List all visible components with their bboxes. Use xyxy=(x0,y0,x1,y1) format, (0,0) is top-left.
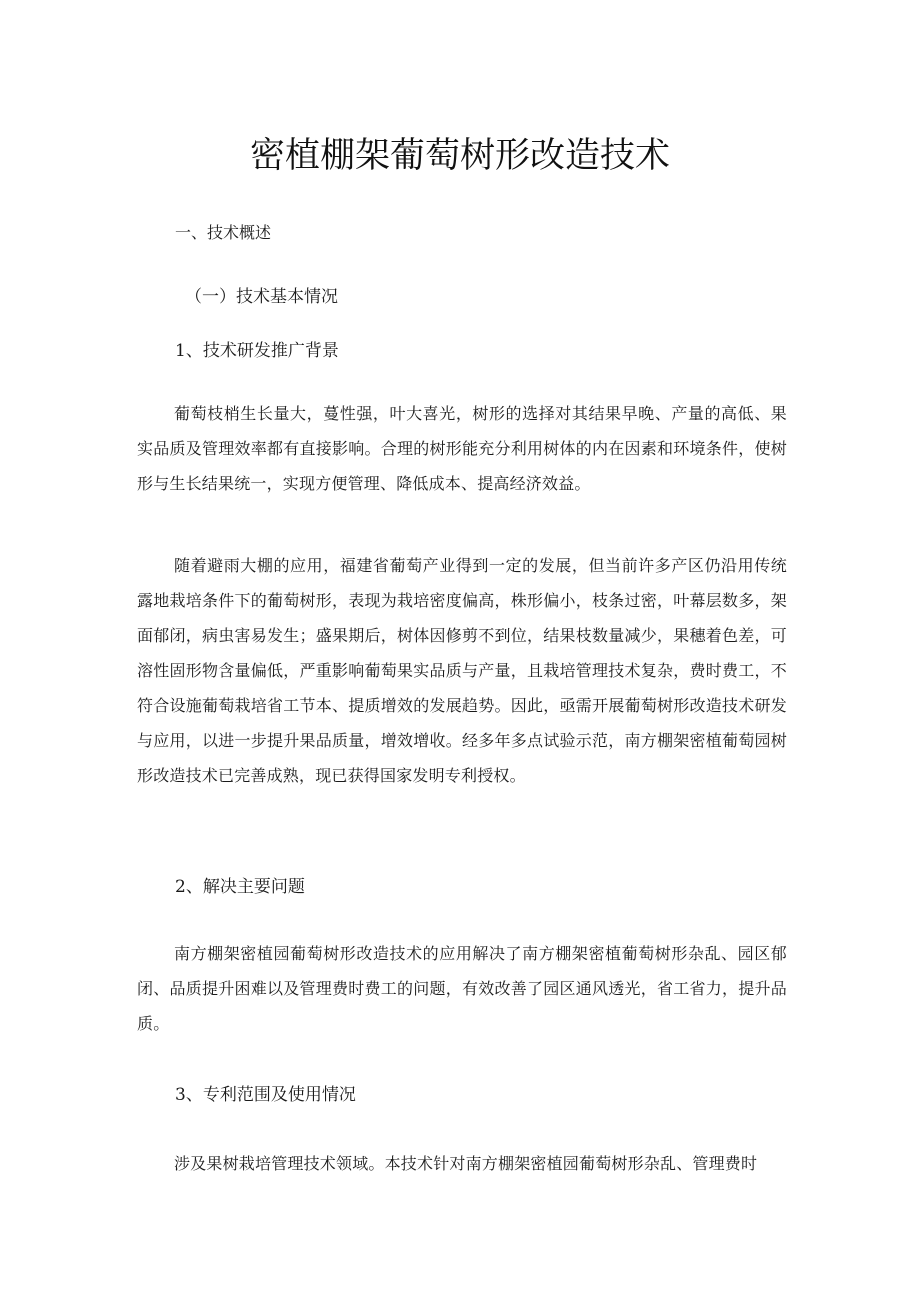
paragraph-patent: 涉及果树栽培管理技术领域。本技术针对南方棚架密植园葡萄树形杂乱、管理费时 xyxy=(174,1154,758,1173)
paragraph-background-intro: 葡萄枝梢生长量大，蔓性强，叶大喜光，树形的选择对其结果早晚、产量的高低、果实品质及管理效率都有直接影响。合理的树形能充分利用树体的内在因素和环境条件，使树形与生长结果统一，实现方便管理、降低成本、提高经济效益。 xyxy=(137,404,787,493)
document-title: 密植棚架葡萄树形改造技术 xyxy=(249,136,670,176)
section-heading-overview: 一、技术概述 xyxy=(175,223,272,242)
item-heading-background: 1、技术研发推广背景 xyxy=(175,341,339,361)
paragraph-problems: 南方棚架密植园葡萄树形改造技术的应用解决了南方棚架密植葡萄树形杂乱、园区郁闭、品质提升困难以及管理费时费工的问题，有效改善了园区通风透光，省工省力，提升品质。 xyxy=(137,944,787,1033)
paragraph-background-detail: 随着避雨大棚的应用，福建省葡萄产业得到一定的发展，但当前许多产区仍沿用传统露地栽培条件下的葡萄树形，表现为栽培密度偏高，株形偏小，枝条过密，叶幕层数多，架面郁闭，病虫害易发生；盛果期后，树体因修剪不到位，结果枝数量减少，果穗着色差，可溶性固形物含量偏低，严重影响葡萄果实品质与产量，且栽培管理技术复杂，费时费工，不符合设施葡萄栽培省工节本、提质增效的发展趋势。因此，亟需开展葡萄树形改造技术研发与应用，以进一步提升果品质量，增效增收。经多年多点试验示范，南方棚架密植葡萄园树形改造技术已完善成熟，现已获得国家发明专利授权。 xyxy=(137,556,787,785)
item-heading-problems: 2、解决主要问题 xyxy=(175,877,305,897)
item-heading-patent: 3、专利范围及使用情况 xyxy=(175,1085,356,1105)
subsection-heading-basic-info: （一）技术基本情况 xyxy=(185,287,338,307)
